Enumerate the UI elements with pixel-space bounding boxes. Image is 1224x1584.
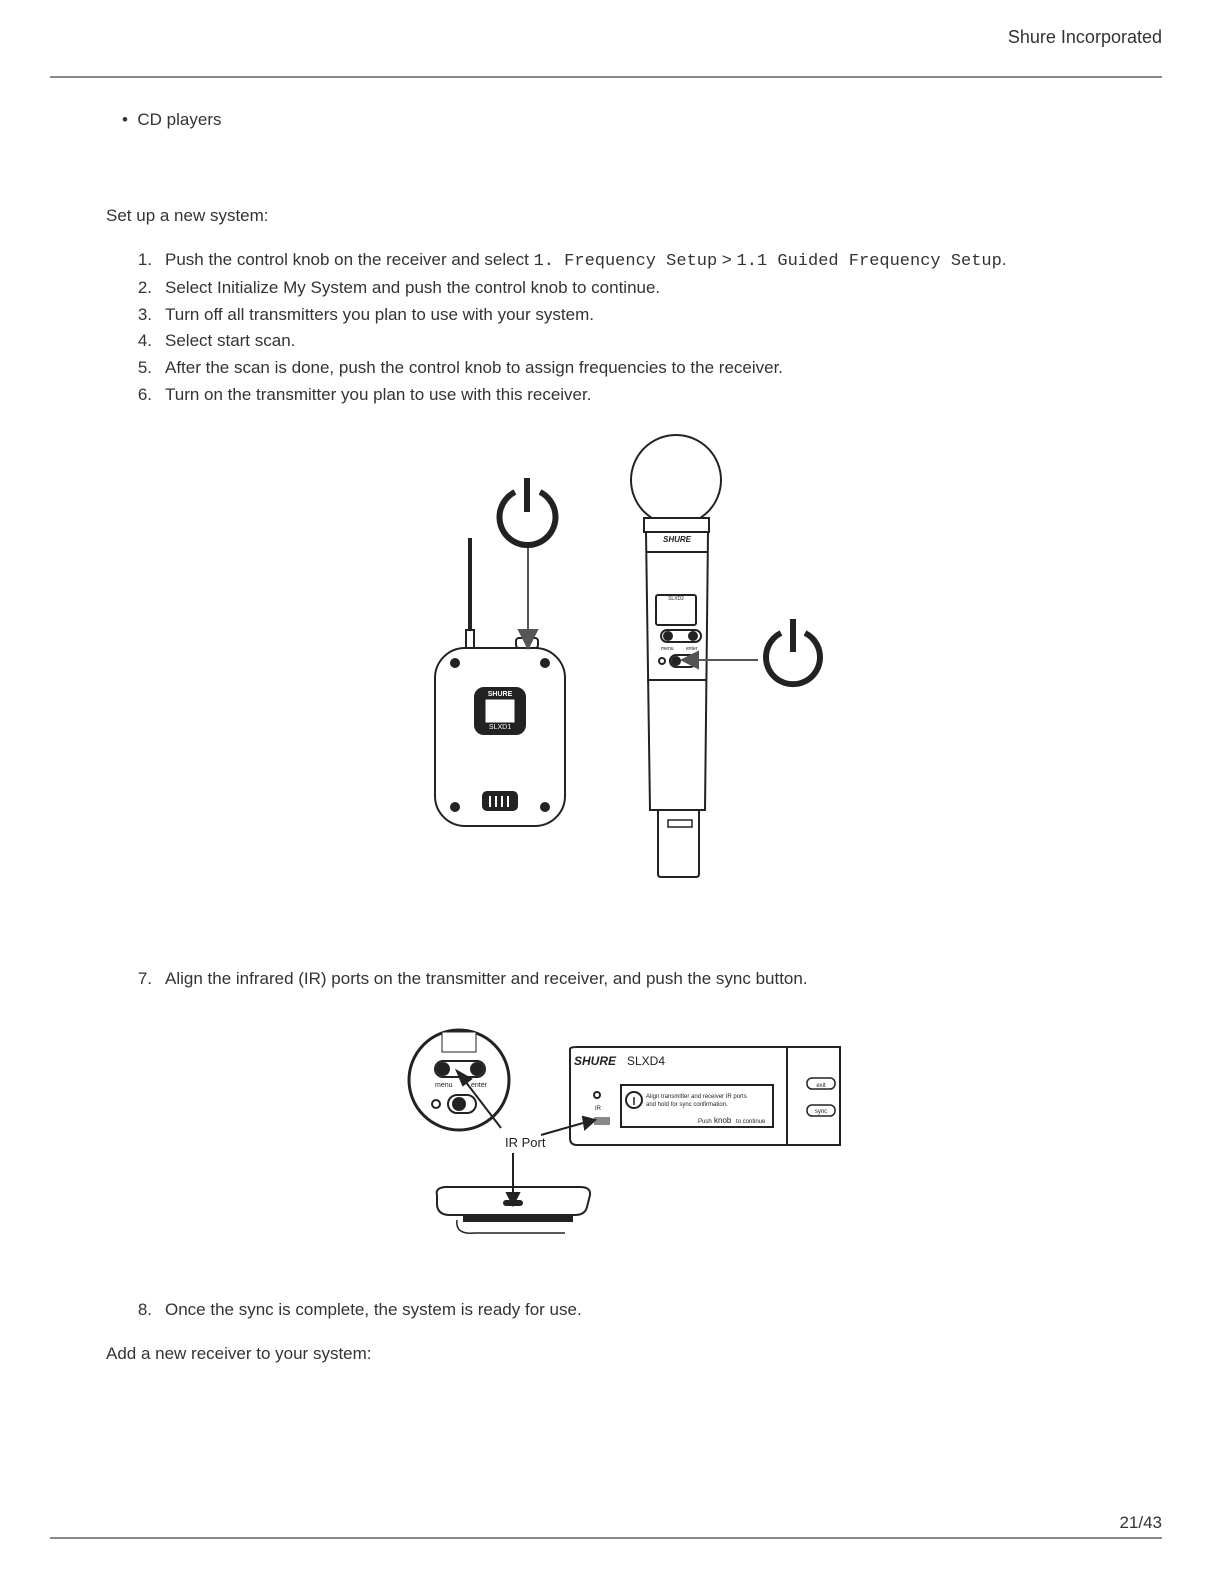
header-company: Shure Incorporated	[1007, 27, 1162, 47]
bodypack-brand: SHURE	[487, 691, 513, 698]
ir-label: IR	[595, 1106, 601, 1112]
setup-intro: Set up a new system:	[106, 206, 269, 225]
step-text: Once the sync is complete, the system is ready for use.	[165, 1300, 582, 1319]
menu-path-code: 1. Frequency Setup	[533, 252, 718, 271]
step-text: Select Initialize My System and push the control knob to continue.	[165, 278, 661, 297]
exit-label: exit	[816, 1083, 826, 1089]
bullet-text: CD players	[137, 110, 222, 129]
ir-port-label: IR Port	[505, 1135, 546, 1150]
screen-line-2: and hold for sync confirmation.	[646, 1102, 728, 1108]
bodypack-model: SLXD1	[488, 724, 512, 731]
step-text: Align the infrared (IR) ports on the transmitter and receiver, and push the sync button.	[165, 969, 808, 988]
step-text: Turn on the transmitter you plan to use with this receiver.	[165, 385, 592, 404]
step-number: 4.	[137, 331, 152, 350]
sync-label: sync	[814, 1109, 828, 1115]
step-number: 5.	[137, 358, 152, 377]
step-number: 2.	[137, 278, 152, 297]
step-number: 8.	[137, 1300, 152, 1319]
page-number: 21/43	[1119, 1513, 1162, 1532]
step-number: 7.	[137, 969, 152, 988]
step-number: 6.	[137, 385, 152, 404]
header-rule	[50, 76, 1162, 78]
step-number: 3.	[137, 305, 152, 324]
transmitters-illustration	[420, 430, 840, 885]
handheld-model: SLXD2	[668, 596, 684, 602]
step-number: 1.	[137, 250, 152, 269]
screen-push: Push	[698, 1119, 712, 1125]
enter-label: enter	[686, 646, 698, 652]
handheld-brand: SHURE	[662, 535, 692, 544]
menu-path-code: 1.1 Guided Frequency Setup	[736, 252, 1002, 271]
step-text: Select start scan.	[165, 331, 296, 350]
receiver-brand: SHURE	[574, 1054, 617, 1068]
receiver-model: SLXD4	[627, 1054, 666, 1068]
bullet-item: • CD players	[122, 110, 222, 129]
screen-knob: knob	[714, 1116, 732, 1125]
ir-sync-illustration	[405, 1025, 845, 1245]
add-receiver-intro: Add a new receiver to your system:	[106, 1344, 372, 1363]
enter-label: enter	[471, 1082, 487, 1089]
step-text: Turn off all transmitters you plan to use with your system.	[165, 305, 594, 324]
step-text: Push the control knob on the receiver and select 1. Frequency Setup > 1.1 Guided Frequency Setup.	[165, 250, 1007, 271]
screen-line-1: Align transmitter and receiver IR ports	[646, 1094, 747, 1100]
menu-label: menu	[661, 646, 674, 652]
footer-rule	[50, 1537, 1162, 1539]
step-text: After the scan is done, push the control knob to assign frequencies to the receiver.	[165, 358, 784, 377]
screen-continue: to continue	[736, 1119, 766, 1125]
menu-label: menu	[435, 1082, 453, 1089]
